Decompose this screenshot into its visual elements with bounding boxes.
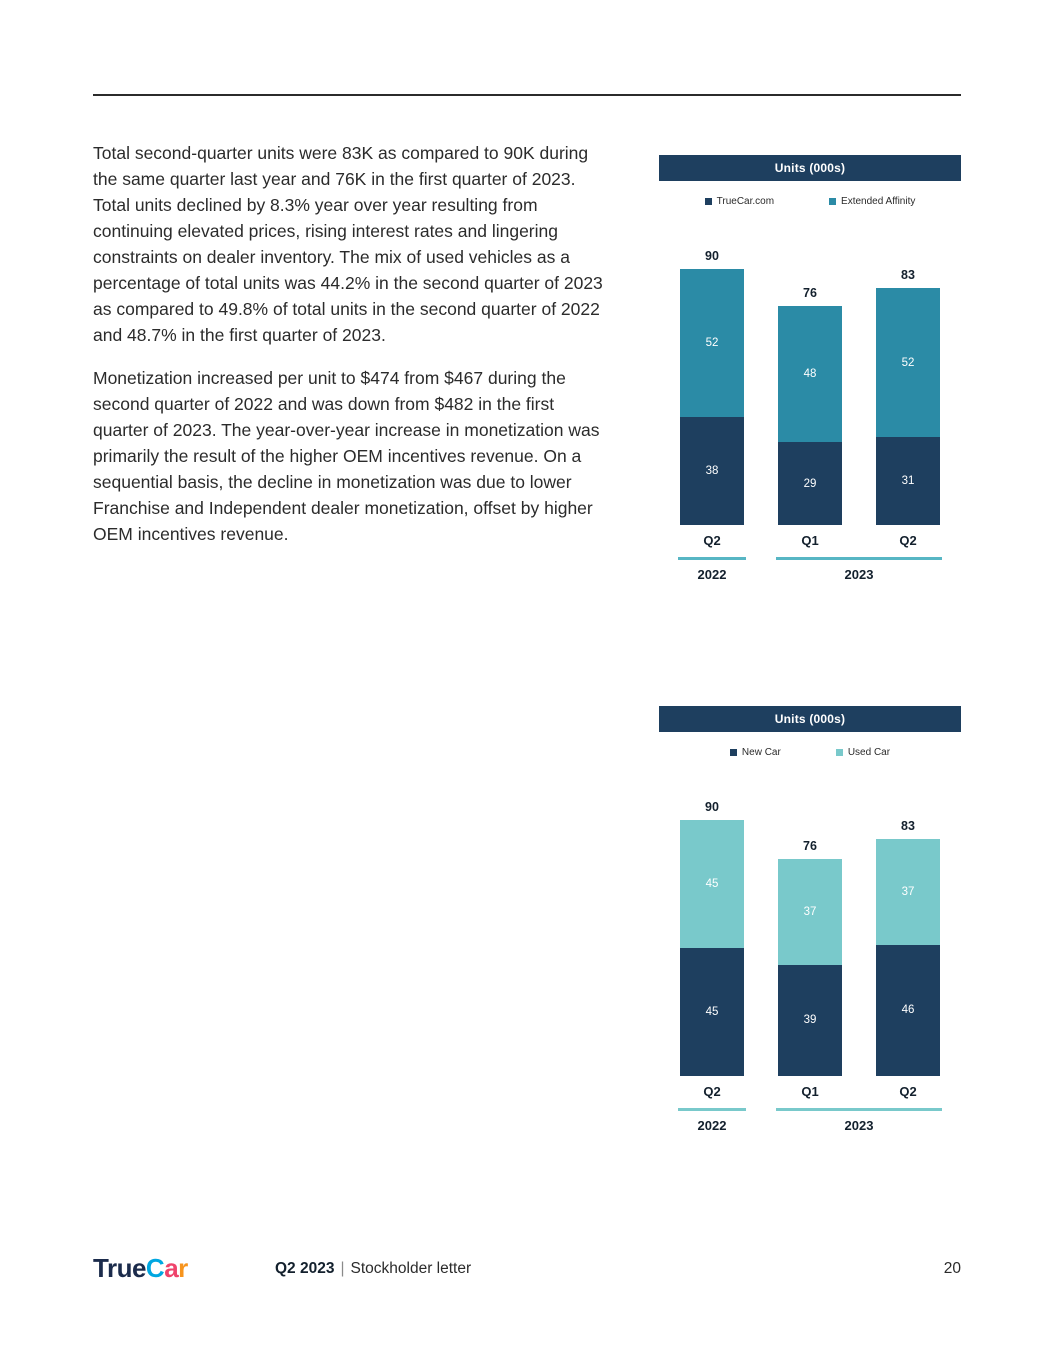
legend-item-new-car (730, 747, 781, 758)
chart-plot-area (659, 764, 961, 1076)
bar-segment-new-car (778, 965, 842, 1076)
footer-title-text: Stockholder letter (350, 1260, 472, 1277)
chart-x-axis (659, 1082, 961, 1104)
legend-label: TrueCar.com (716, 195, 775, 207)
group-underline (678, 557, 746, 560)
bar-segment-extended-affinity (680, 269, 744, 417)
x-axis-label: Q2 (899, 533, 917, 548)
bar-value-label: 37 (901, 886, 915, 899)
bar-total-label: 83 (901, 819, 915, 834)
stacked-bar (778, 306, 842, 526)
bar-segment-used-car (876, 839, 940, 945)
group-year-label: 2023 (844, 567, 874, 582)
bar-value-label: 48 (803, 367, 817, 380)
bar-segment-new-car (876, 945, 940, 1076)
stacked-bar (680, 820, 744, 1077)
bar-value-label: 46 (901, 1004, 915, 1017)
body-text-column (93, 140, 609, 564)
chart-title-bar: Units (000s) (659, 155, 961, 181)
bar-value-label: 52 (705, 336, 719, 349)
group-year-label: 2023 (844, 1118, 874, 1133)
logo-letter-a: a (164, 1253, 179, 1283)
bar-value-label: 52 (901, 356, 915, 369)
bar-segment-used-car (778, 859, 842, 964)
footer-period: Q2 2023 (275, 1260, 335, 1277)
group-underline (678, 1108, 746, 1111)
legend-item-extended-affinity (829, 196, 915, 207)
logo-text-true: True (93, 1253, 146, 1283)
bar-value-label: 45 (705, 877, 719, 890)
bar-value-label: 31 (901, 474, 915, 487)
bar-segment-new-car (680, 948, 744, 1076)
bar-segment-extended-affinity (778, 306, 842, 443)
bar-value-label: 39 (803, 1014, 817, 1027)
stacked-bar (778, 859, 842, 1076)
bar-segment-extended-affinity (876, 288, 940, 436)
bar-segment-truecar-com (680, 417, 744, 525)
x-axis-label: Q1 (801, 533, 819, 548)
bar-total-label: 90 (705, 799, 719, 814)
legend-item-used-car (836, 747, 890, 758)
bar-total-label: 90 (705, 248, 719, 263)
chart-plot-area (659, 213, 961, 525)
units-paragraph: Total second-quarter units were 83K as compared to 90K during the same quarter last year and 76K in the first quarter of 2023. Total units declined by 8.3% year over year resulting from continuing elevated prices, rising interest rates and lingering constraints on dealer inventory. The mix of used vehicles as a percentage of total units was 44.2% in the second quarter of 2023 as compared to 49.8% of total units in the second quarter of 2022 and 48.7% in the first quarter of 2023. (93, 143, 603, 345)
chart-year-groups (659, 1108, 961, 1150)
group-year-label: 2022 (697, 1118, 727, 1133)
bar-value-label: 29 (803, 477, 817, 490)
group-underline (776, 557, 942, 560)
x-axis-label: Q2 (899, 1084, 917, 1099)
bar-value-label: 38 (705, 464, 719, 477)
chart-legend (659, 745, 961, 759)
legend-label: Extended Affinity (841, 195, 916, 207)
bar-total-label: 76 (803, 839, 817, 854)
legend-swatch-icon (836, 749, 843, 756)
legend-label: Used Car (847, 746, 891, 758)
chart-title-bar: Units (000s) (659, 706, 961, 732)
bar-value-label: 45 (705, 1005, 719, 1018)
group-year-label: 2022 (697, 567, 727, 582)
chart-legend (659, 194, 961, 208)
chart-year-groups (659, 557, 961, 599)
stacked-bar (876, 288, 940, 525)
x-axis-label: Q2 (703, 533, 721, 548)
stacked-bar (876, 839, 940, 1076)
chart-x-axis (659, 531, 961, 553)
legend-swatch-icon (730, 749, 737, 756)
stacked-bar (680, 269, 744, 526)
bar-value-label: 37 (803, 906, 817, 919)
footer-separator: | (340, 1260, 345, 1277)
x-axis-label: Q1 (801, 1084, 819, 1099)
bar-segment-truecar-com (876, 437, 940, 525)
units-chart-new-vs-used (659, 706, 961, 1150)
bar-total-label: 76 (803, 285, 817, 300)
bar-segment-used-car (680, 820, 744, 948)
legend-label: New Car (741, 746, 781, 758)
units-chart-truecar-vs-affinity (659, 155, 961, 599)
legend-item-truecar-com (705, 196, 774, 207)
legend-swatch-icon (829, 198, 836, 205)
logo-letter-c: C (145, 1253, 165, 1283)
page-number: 20 (943, 1260, 961, 1277)
bar-total-label: 83 (901, 268, 915, 283)
legend-swatch-icon (705, 198, 712, 205)
top-divider-rule (93, 94, 961, 96)
bar-segment-truecar-com (778, 442, 842, 525)
monetization-paragraph: Monetization increased per unit to $474 from $467 during the second quarter of 2022 and was down from $482 in the first quarter of 2023. The year-over-year increase in monetization was primarily the result of the higher OEM incentives revenue. On a sequential basis, the decline in monetization was due to lower Franchise and Independent dealer monetization, offset by higher OEM incentives revenue. (93, 368, 600, 544)
logo-letter-r: r (178, 1253, 188, 1283)
footer-document-title (275, 1260, 471, 1278)
truecar-logo (93, 1253, 188, 1284)
group-underline (776, 1108, 942, 1111)
x-axis-label: Q2 (703, 1084, 721, 1099)
